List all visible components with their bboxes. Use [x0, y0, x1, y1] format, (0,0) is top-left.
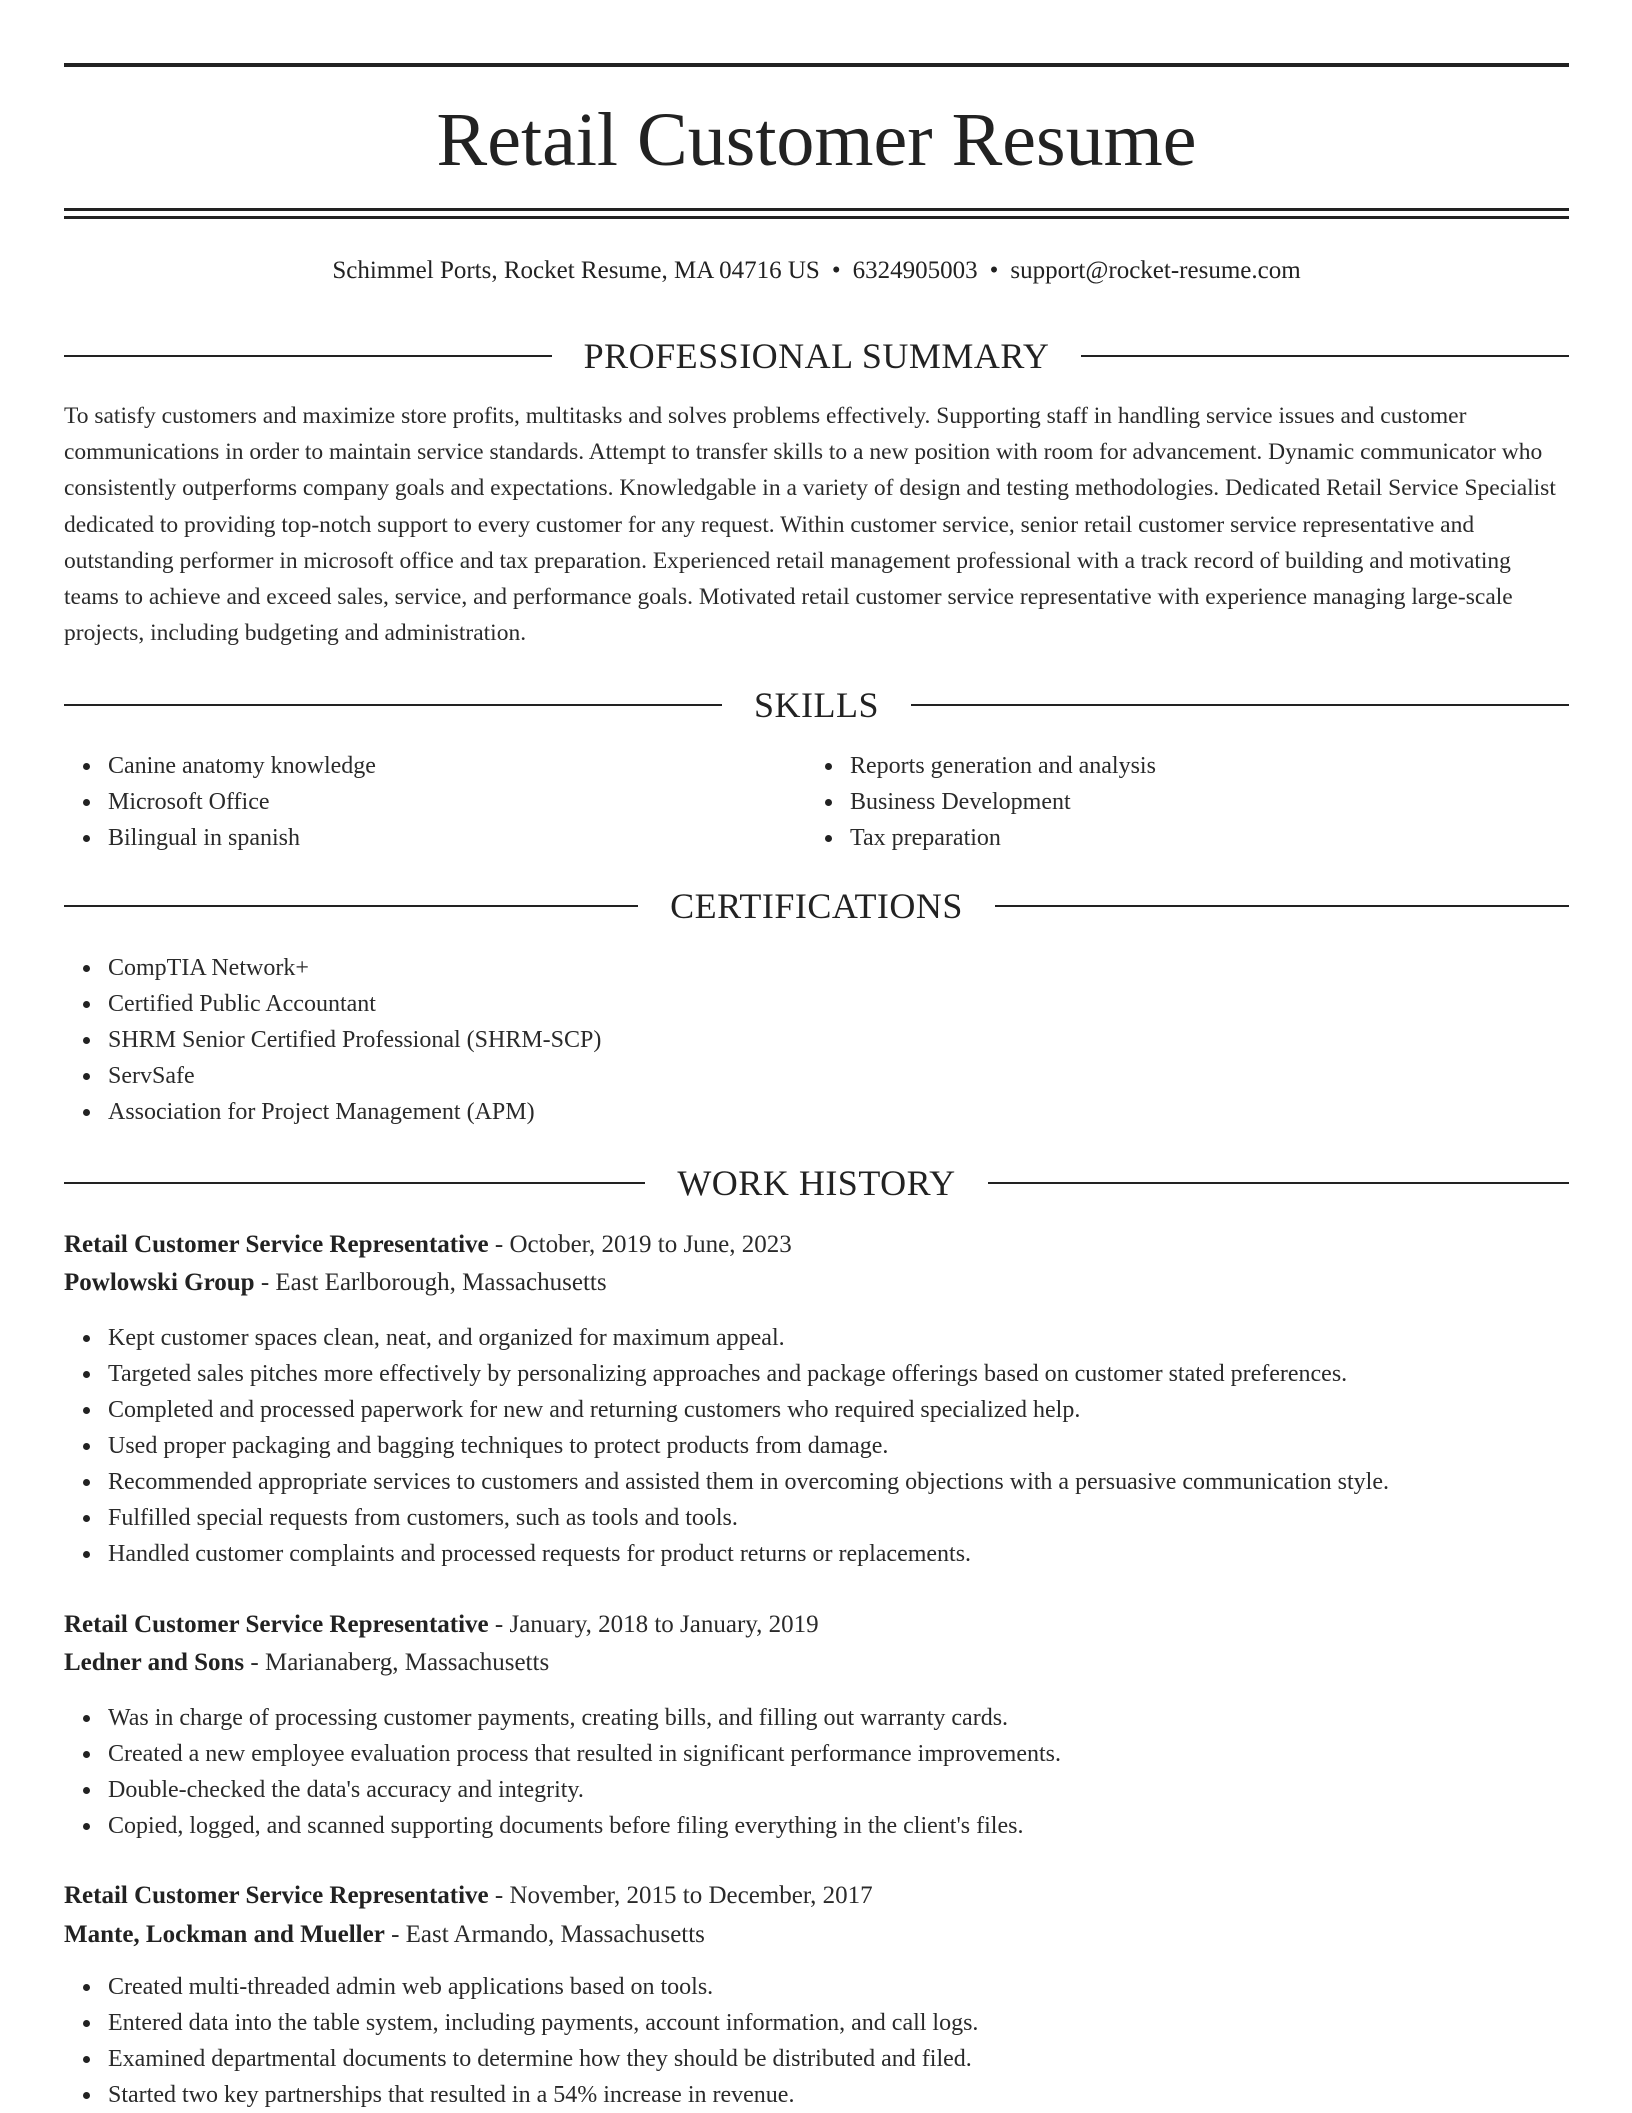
- contact-separator: •: [989, 257, 999, 284]
- job-company-line: [64, 1264, 1569, 1302]
- section-title-summary: PROFESSIONAL SUMMARY: [583, 336, 1050, 376]
- job-location: - East Earlborough, Massachusetts: [254, 1269, 607, 1296]
- job-company: Ledner and Sons: [64, 1649, 245, 1676]
- section-heading-summary: [64, 334, 1569, 378]
- contact-phone: 6324905003: [852, 257, 978, 284]
- duty-item: Targeted sales pitches more effectively by personalizing approaches and package offerings based on customer stated preferences.: [108, 1356, 1569, 1392]
- job-company-line: [64, 1916, 1569, 1954]
- job-title-line: [64, 1606, 1569, 1644]
- duty-item: Examined departmental documents to determine how they should be distributed and filed.: [108, 2041, 1569, 2077]
- duty-item: Kept customer spaces clean, neat, and organized for maximum appeal.: [108, 1320, 1569, 1356]
- certification-item: ServSafe: [108, 1058, 1569, 1094]
- contact-line: [64, 253, 1569, 289]
- job-duties: [64, 1700, 1569, 1844]
- job-company: Powlowski Group: [64, 1269, 255, 1296]
- duty-item: Was in charge of processing customer payments, creating bills, and filling out warranty cards.: [108, 1700, 1569, 1736]
- skills-column-right: [806, 748, 1546, 856]
- skill-item: Canine anatomy knowledge: [108, 748, 804, 784]
- skill-item: Microsoft Office: [108, 784, 804, 820]
- heading-rule: [911, 704, 1569, 706]
- contact-email: support@rocket-resume.com: [1010, 257, 1301, 284]
- certification-item: CompTIA Network+: [108, 950, 1569, 986]
- skill-item: Tax preparation: [850, 820, 1546, 856]
- heading-rule: [64, 355, 552, 357]
- certification-item: SHRM Senior Certified Professional (SHRM-SCP): [108, 1022, 1569, 1058]
- job-title: Retail Customer Service Representative: [64, 1231, 489, 1258]
- heading-rule: [64, 704, 722, 706]
- heading-rule: [1081, 355, 1569, 357]
- job-location: - Marianaberg, Massachusetts: [244, 1649, 550, 1676]
- job-location: - East Armando, Massachusetts: [384, 1921, 705, 1948]
- heading-rule: [64, 905, 638, 907]
- certification-item: Association for Project Management (APM): [108, 1094, 1569, 1130]
- summary-text: To satisfy customers and maximize store profits, multitasks and solves problems effectively. Supporting staff in handling service issues and customer communications in order to maintain service standards. Attempt to transfer skills to a new position with room for advancement. Dynamic communicator who consistently outperforms company goals and expectations. Knowledgable in a variety of design and testing methodologies. Dedicated Retail Service Specialist dedicated to providing top-notch support to every customer for any request. Within customer service, senior retail customer service representative and outstanding performer in microsoft office and tax preparation. Experienced retail management professional with a track record of building and motivating teams to achieve and exceed sales, service, and performance goals. Motivated retail customer service representative with experience managing large-scale projects, including budgeting and administration.: [64, 403, 1556, 647]
- job-title-line: [64, 1877, 1569, 1915]
- heading-rule: [64, 1182, 645, 1184]
- job-dates: - January, 2018 to January, 2019: [488, 1611, 819, 1638]
- job-dates: - October, 2019 to June, 2023: [488, 1231, 792, 1258]
- job-title-line: [64, 1226, 1569, 1264]
- skill-item: Bilingual in spanish: [108, 820, 804, 856]
- duty-item: Handled customer complaints and processed requests for product returns or replacements.: [108, 1536, 1569, 1572]
- duty-item: Fulfilled special requests from customers, such as tools and tools.: [108, 1500, 1569, 1536]
- top-rule: [64, 63, 1569, 67]
- duty-item: Used proper packaging and bagging techniques to protect products from damage.: [108, 1428, 1569, 1464]
- heading-rule: [995, 905, 1569, 907]
- section-heading-work-history: [64, 1161, 1569, 1205]
- title-double-rule-lower: [64, 216, 1569, 219]
- duty-item: Recommended appropriate services to customers and assisted them in overcoming objections with a persuasive communication style.: [108, 1464, 1569, 1500]
- section-heading-certifications: [64, 884, 1569, 928]
- job-company-line: [64, 1644, 1569, 1682]
- duty-item: Started two key partnerships that resulted in a 54% increase in revenue.: [108, 2077, 1569, 2113]
- contact-separator: •: [831, 257, 841, 284]
- skill-item: Business Development: [850, 784, 1546, 820]
- duty-item: Entered data into the table system, including payments, account information, and call logs.: [108, 2005, 1569, 2041]
- resume-title: Retail Customer Resume: [436, 98, 1197, 182]
- section-heading-skills: [64, 683, 1569, 727]
- job-title: Retail Customer Service Representative: [64, 1882, 489, 1909]
- heading-rule: [988, 1182, 1569, 1184]
- job-duties: [64, 1320, 1569, 1572]
- job-company: Mante, Lockman and Mueller: [64, 1921, 385, 1948]
- duty-item: Copied, logged, and scanned supporting documents before filing everything in the client's files.: [108, 1808, 1569, 1844]
- certifications-list: [64, 950, 1569, 1130]
- section-title-certifications: CERTIFICATIONS: [670, 886, 963, 926]
- duty-item: Double-checked the data's accuracy and integrity.: [108, 1772, 1569, 1808]
- section-title-skills: SKILLS: [754, 685, 880, 725]
- certification-item: Certified Public Accountant: [108, 986, 1569, 1022]
- job-title: Retail Customer Service Representative: [64, 1611, 489, 1638]
- duty-item: Created multi-threaded admin web applications based on tools.: [108, 1969, 1569, 2005]
- title-double-rule-upper: [64, 208, 1569, 211]
- duty-item: Completed and processed paperwork for new and returning customers who required specialized help.: [108, 1392, 1569, 1428]
- skill-item: Reports generation and analysis: [850, 748, 1546, 784]
- skills-column-left: [64, 748, 804, 856]
- duty-item: Created a new employee evaluation process that resulted in significant performance improvements.: [108, 1736, 1569, 1772]
- contact-address: Schimmel Ports, Rocket Resume, MA 04716 US: [332, 257, 820, 284]
- job-duties: [64, 1969, 1569, 2113]
- job-dates: - November, 2015 to December, 2017: [488, 1882, 873, 1909]
- section-title-work-history: WORK HISTORY: [677, 1163, 956, 1203]
